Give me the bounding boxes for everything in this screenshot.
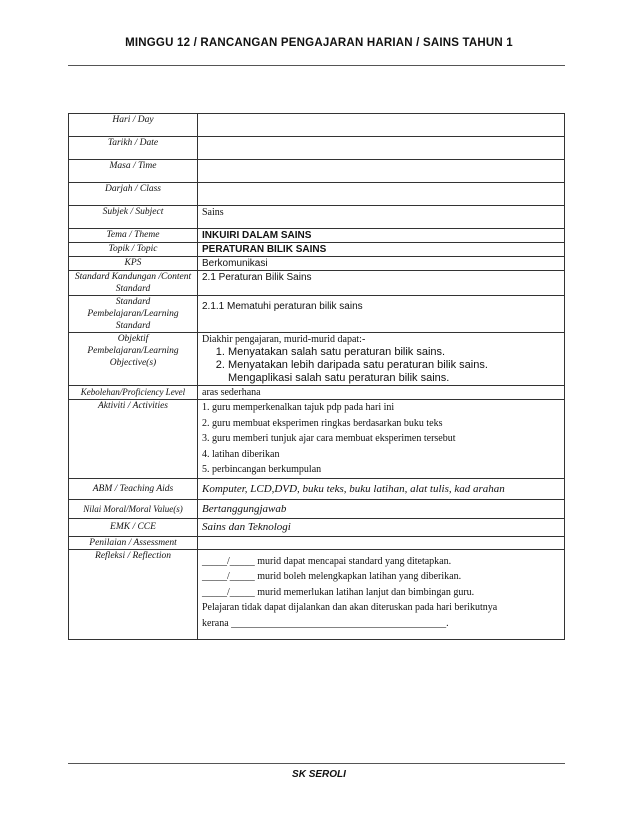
lesson-plan-table <box>68 113 565 640</box>
row-label-topic: Topik / Topic <box>69 243 198 257</box>
table-row <box>69 333 565 386</box>
row-label-reflection: Refleksi / Reflection <box>69 549 198 640</box>
table-row <box>69 271 565 296</box>
list-item: 5. perbincangan berkumpulan <box>202 464 322 475</box>
row-value-teaching-aids: Komputer, LCD,DVD, buku teks, buku latihan, alat tulis, kad arahan <box>198 478 565 499</box>
list-item: Mengaplikasi salah satu peraturan bilik sains. <box>228 372 450 384</box>
table-row <box>69 137 565 160</box>
list-item: 3. guru memberi tunjuk ajar cara membuat eksperimen tersebut <box>202 433 456 444</box>
row-value-assessment <box>198 536 565 549</box>
header-divider <box>68 65 565 66</box>
row-label-activities: Aktiviti / Activities <box>69 400 198 479</box>
row-label-time: Masa / Time <box>69 160 198 183</box>
table-row <box>69 114 565 137</box>
row-value-topic: PERATURAN BILIK SAINS <box>198 243 565 257</box>
row-value-day <box>198 114 565 137</box>
row-value-moral-values: Bertanggungjawab <box>198 499 565 518</box>
row-label-date: Tarikh / Date <box>69 137 198 160</box>
table-row <box>69 536 565 549</box>
list-item: Pelajaran tidak dapat dijalankan dan akan diteruskan pada hari berikutnya <box>202 602 498 613</box>
page-title: MINGGU 12 / RANCANGAN PENGAJARAN HARIAN / SAINS TAHUN 1 <box>125 37 513 49</box>
table-row <box>69 243 565 257</box>
table-row <box>69 229 565 243</box>
list-item: 2. guru membuat eksperimen ringkas berdasarkan buku teks <box>202 417 443 429</box>
footer-school-name: SK SEROLI <box>292 769 346 780</box>
table-row <box>69 549 565 640</box>
row-value-learning-standard: 2.1.1 Mematuhi peraturan bilik sains <box>198 296 565 333</box>
objectives-intro: Diakhir pengajaran, murid-murid dapat:- <box>202 334 366 345</box>
row-label-subject: Subjek / Subject <box>69 206 198 229</box>
table-row <box>69 386 565 400</box>
row-value-subject: Sains <box>198 206 565 229</box>
row-value-theme: INKUIRI DALAM SAINS <box>198 229 565 243</box>
row-value-time <box>198 160 565 183</box>
table-row <box>69 183 565 206</box>
row-label-day: Hari / Day <box>69 114 198 137</box>
list-item: _____/_____ murid boleh melengkapkan latihan yang diberikan. <box>202 571 462 582</box>
list-item: _____/_____ murid dapat mencapai standard yang ditetapkan. <box>202 555 452 567</box>
row-value-activities <box>198 400 565 479</box>
row-label-kps: KPS <box>69 257 198 271</box>
row-label-cce: EMK / CCE <box>69 518 198 536</box>
list-item: 4. latihan diberikan <box>202 448 280 460</box>
row-value-kps: Berkomunikasi <box>198 257 565 271</box>
row-value-cce: Sains dan Teknologi <box>198 518 565 536</box>
list-item: kerana ___________________________________________. <box>202 617 449 629</box>
row-label-objectives: Objektif Pembelajaran/Learning Objective(s) <box>69 333 198 386</box>
table-row <box>69 206 565 229</box>
row-value-date <box>198 137 565 160</box>
row-label-assessment: Penilaian / Assessment <box>69 536 198 549</box>
table-row <box>69 400 565 479</box>
row-value-reflection <box>198 549 565 640</box>
table-row <box>69 518 565 536</box>
row-label-theme: Tema / Theme <box>69 229 198 243</box>
list-item: 2. Menyatakan lebih daripada satu peraturan bilik sains. <box>228 359 560 372</box>
list-item: _____/_____ murid memerlukan latihan lanjut dan bimbingan guru. <box>202 586 475 598</box>
list-item: 1. Menyatakan salah satu peraturan bilik sains. <box>228 346 560 359</box>
footer-divider <box>68 763 565 764</box>
row-value-objectives <box>198 333 565 386</box>
row-value-content-standard: 2.1 Peraturan Bilik Sains <box>198 271 565 296</box>
table-row <box>69 499 565 518</box>
row-label-content-standard: Standard Kandungan /Content Standard <box>69 271 198 296</box>
table-row <box>69 160 565 183</box>
table-row <box>69 257 565 271</box>
row-value-proficiency: aras sederhana <box>198 386 565 400</box>
row-value-class <box>198 183 565 206</box>
row-label-moral-values: Nilai Moral/Moral Value(s) <box>69 499 198 518</box>
table-row <box>69 478 565 499</box>
list-item: 1. guru memperkenalkan tajuk pdp pada hari ini <box>202 402 395 413</box>
row-label-learning-standard: Standard Pembelajaran/Learning Standard <box>69 296 198 333</box>
row-label-class: Darjah / Class <box>69 183 198 206</box>
table-row <box>69 296 565 333</box>
row-label-teaching-aids: ABM / Teaching Aids <box>69 478 198 499</box>
objectives-list <box>202 346 560 385</box>
row-label-proficiency: Kebolehan/Proficiency Level <box>69 386 198 400</box>
